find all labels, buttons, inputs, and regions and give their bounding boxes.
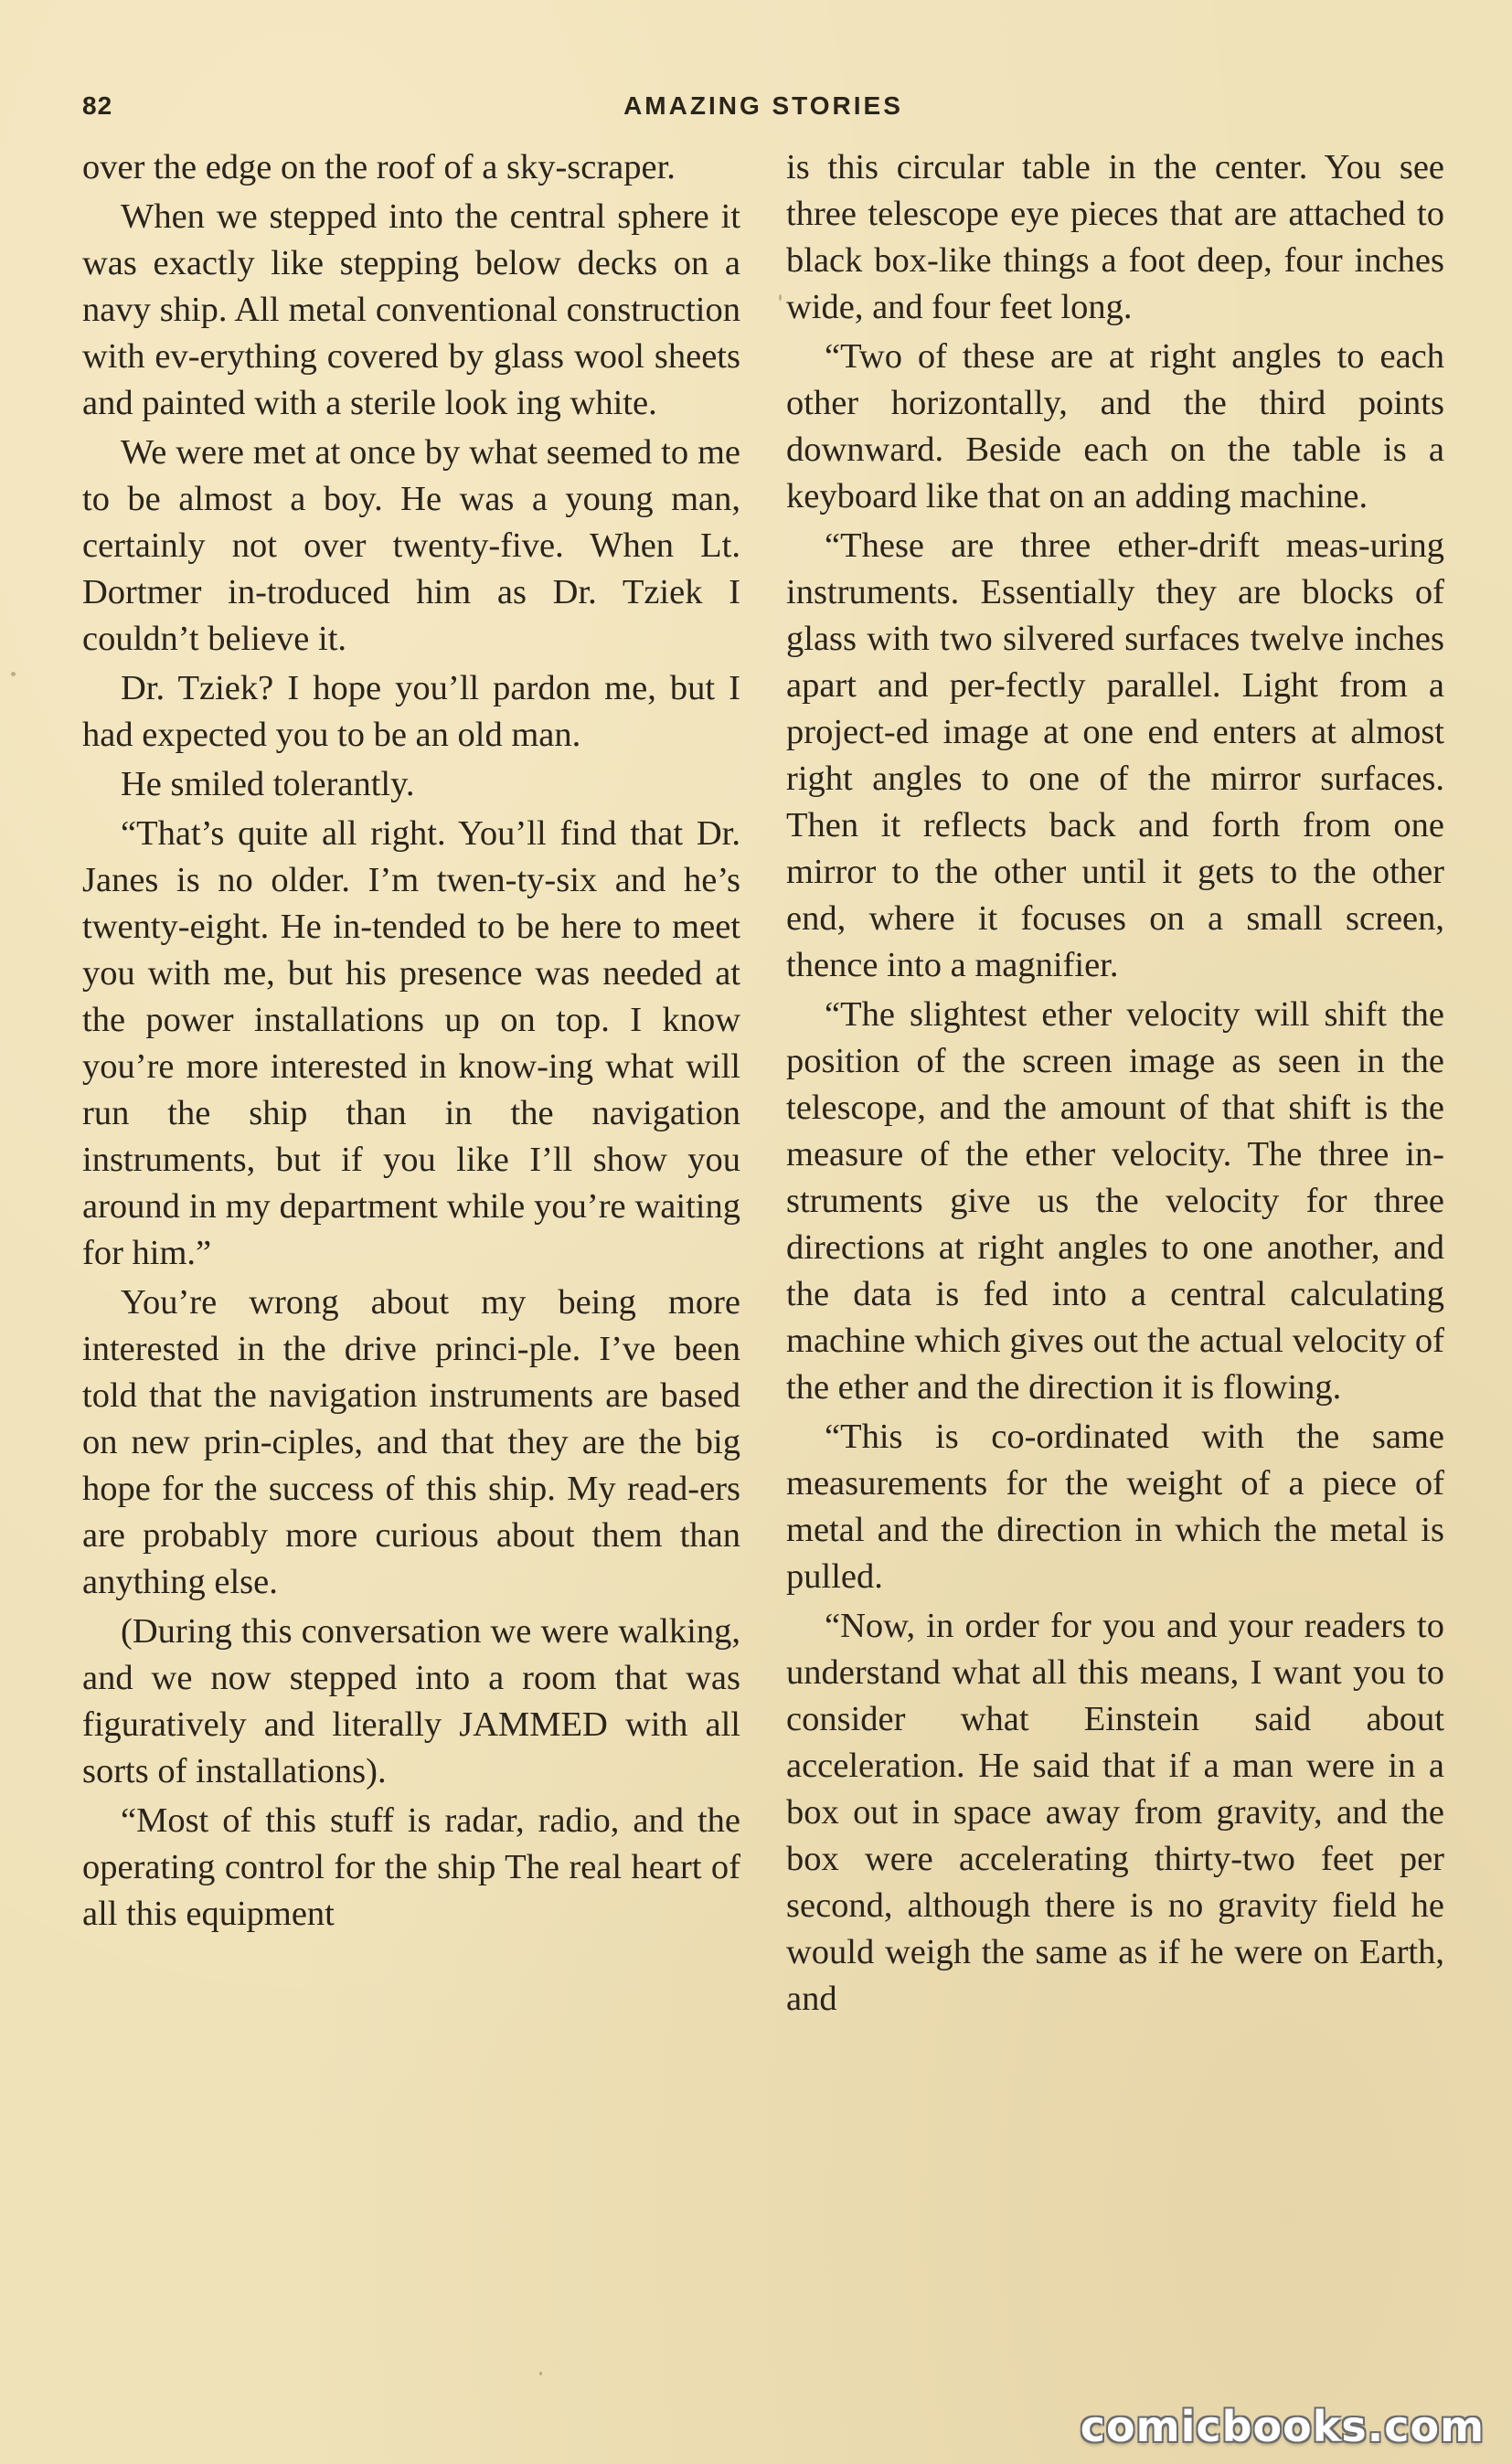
paper-speck [11,672,16,676]
site-watermark: comicbooks.com [1080,2402,1485,2451]
paragraph: “Two of these are at right angles to each other horizontally, and the third points downward. Beside each on the table is a keyboard like that on an adding machine. [786,337,1444,515]
paragraph: Dr. Tziek? I hope you’ll pardon me, but I had expected you to be an old man. [82,669,740,754]
paragraph: We were met at once by what seemed to me to be almost a boy. He was a young man, certainly not over twenty-five. When Lt. Dortmer in-troduced him as Dr. Tziek I couldn’t believe it. [82,433,740,658]
paragraph: “The slightest ether velocity will shift the position of the screen image as seen in the telescope, and the amount of that shift is the measure of the ether velocity. The three in-struments give us the velocity for three directions at right angles to one another, and the data is fed into a central calculating machine which gives out the actual velocity of the ether and the direction it is flowing. [786,995,1444,1407]
paper-speck [779,294,782,301]
paragraph: You’re wrong about my being more interested in the drive princi-ple. I’ve been told that the navigation instruments are based on new prin-ciples, and that they are the big hope for the success of this ship. My read-ers are probably more curious about them than anything else. [82,1283,740,1601]
paper-speck [539,2372,542,2375]
paragraph: “This is co-ordinated with the same measurements for the weight of a piece of metal and the direction in which the metal is pulled. [786,1418,1444,1596]
running-title: AMAZING STORIES [623,91,903,120]
paragraph: (During this conversation we were walking, and we now stepped into a room that was figuratively and literally JAMMED with all sorts of installations). [82,1612,740,1790]
paragraph: over the edge on the roof of a sky-scraper. [82,148,676,186]
page-number: 82 [82,91,113,120]
paragraph: When we stepped into the central sphere it was exactly like stepping below decks on a navy ship. All metal conventional construction with ev-erything covered by glass wool sheets and painted with a sterile look ing white. [82,197,740,422]
paragraph: He smiled tolerantly. [121,765,415,803]
left-text-column [82,144,740,1940]
paragraph: “Most of this stuff is radar, radio, and the operating control for the ship The real heart of all this equipment [82,1801,740,1933]
paragraph: “That’s quite all right. You’ll find that Dr. Janes is no older. I’m twen-ty-six and he’s twenty-eight. He in-tended to be here to meet you with me, but his presence was needed at the power installations up on top. I know you’re more interested in know-ing what will run the ship than in the navigation instruments, but if you like I’ll show you around in my department while you’re waiting for him.” [82,814,740,1272]
paragraph: is this circular table in the center. You see three telescope eye pieces that are attached to black box-like things a foot deep, four inches wide, and four feet long. [786,148,1444,326]
paragraph: “Now, in order for you and your readers to understand what all this means, I want you to consider what Einstein said about acceleration. He said that if a man were in a box out in space away from gravity, and the box were accelerating thirty-two feet per second, although there is no gravity field he would weigh the same as if he were on Earth, and [786,1607,1444,2018]
paragraph: “These are three ether-drift meas-uring instruments. Essentially they are blocks of glass with two silvered surfaces twelve inches apart and per-fectly parallel. Light from a project-ed image at one end enters at almost right angles to one of the mirror surfaces. Then it reflects back and forth from one mirror to the other until it gets to the other end, where it focuses on a small screen, thence into a magnifier. [786,526,1444,984]
right-text-column [786,144,1444,2025]
page-header [82,91,1444,137]
